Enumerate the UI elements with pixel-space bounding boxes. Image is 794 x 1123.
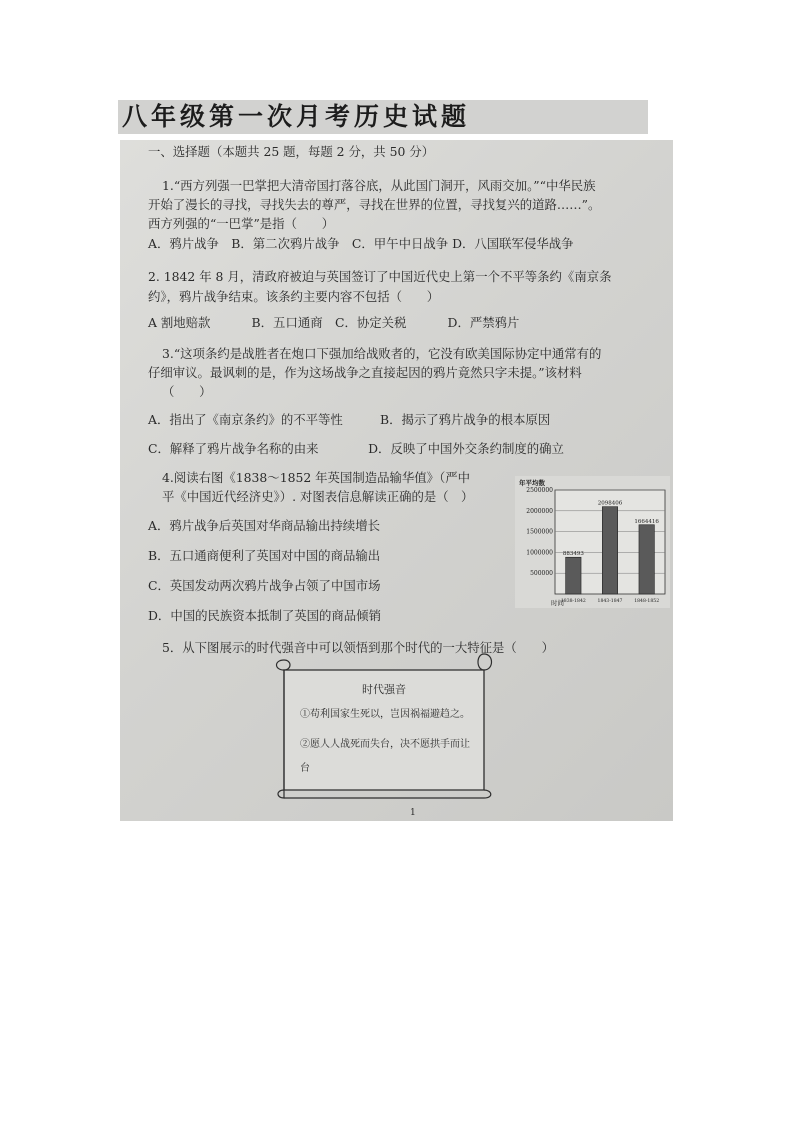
- chart-ytick-label: 1500000: [526, 528, 553, 536]
- q3-option-cd: C．解释了鸦片战争名称的由来 D．反映了中国外交条约制度的确立: [148, 441, 564, 456]
- chart-value-label: 2098406: [597, 500, 623, 507]
- chart-bar: [602, 507, 617, 594]
- chart-xlabel: 时间: [551, 599, 564, 607]
- exam-photo: [120, 140, 673, 821]
- q4-line-2: 平《中国近代经济史》）. 对图表信息解读正确的是（ ）: [162, 489, 474, 504]
- chart-category-label: 1838-1842: [560, 599, 586, 604]
- chart-svg: [515, 476, 670, 608]
- scroll-item-2-line-1: ②愿人人战死而失台，决不愿拱手而让: [300, 739, 470, 750]
- q2-options: A 割地赔款 B．五口通商 C．协定关税 D．严禁鸦片: [148, 315, 520, 330]
- q4-option-c: C．英国发动两次鸦片战争占领了中国市场: [148, 578, 381, 593]
- q5-line-1: 5．从下图展示的时代强音中可以领悟到那个时代的一大特征是（ ）: [162, 640, 554, 655]
- q1-line-3: 西方列强的“一巴掌”是指（ ）: [148, 216, 335, 231]
- chart-ytick-label: 2000000: [526, 507, 553, 515]
- chart-ylabel: 年平均数: [519, 479, 545, 487]
- q4-option-d: D．中国的民族资本抵制了英国的商品倾销: [148, 608, 381, 623]
- q1-line-2: 开始了漫长的寻找，寻找失去的尊严，寻找在世界的位置，寻找复兴的道路……”。: [148, 197, 601, 212]
- chart-bar: [566, 557, 581, 594]
- chart-category-label: 1848-1852: [634, 599, 660, 604]
- exam-title: 八年级第一次月考历史试题: [118, 100, 648, 134]
- q3-line-2: 仔细审议。最讽刺的是，作为这场战争之直接起因的鸦片竟然只字未提。”该材料: [148, 365, 582, 380]
- chart-bar: [639, 525, 654, 594]
- scroll-item-2-line-2: 台: [300, 763, 310, 774]
- chart-ytick-label: 500000: [530, 570, 553, 578]
- chart-category-label: 1843-1847: [597, 599, 623, 604]
- q3-option-ab: A．指出了《南京条约》的不平等性 B．揭示了鸦片战争的根本原因: [148, 412, 551, 427]
- scroll-illustration: [270, 652, 500, 802]
- scroll-title: 时代强音: [362, 683, 406, 696]
- scroll-frame: [270, 652, 500, 802]
- scroll-item-1: ①苟利国家生死以，岂因祸福避趋之。: [300, 709, 470, 720]
- q1-line-1: 1.“西方列强一巴掌把大清帝国打落谷底，从此国门洞开，风雨交加。”“中华民族: [162, 178, 596, 193]
- page-number: 1: [410, 808, 416, 818]
- q3-line-1: 3.“这项条约是战胜者在炮口下强加给战败者的，它没有欧美国际协定中通常有的: [162, 346, 602, 361]
- chart-value-label: 883493: [562, 551, 584, 558]
- q2-line-1: 2. 1842 年 8 月，清政府被迫与英国签订了中国近代史上第一个不平等条约《南京条: [148, 269, 612, 284]
- chart-ytick-label: 2500000: [526, 487, 553, 494]
- chart-ytick-label: 1000000: [526, 549, 553, 557]
- bar-chart: [515, 476, 670, 608]
- q3-line-3: （ ）: [162, 384, 212, 399]
- q4-option-b: B．五口通商便利了英国对中国的商品输出: [148, 548, 381, 563]
- q2-line-2: 约》，鸦片战争结束。该条约主要内容不包括（ ）: [148, 289, 440, 304]
- chart-value-label: 1664416: [634, 518, 659, 525]
- q4-option-a: A．鸦片战争后英国对华商品输出持续增长: [148, 518, 380, 533]
- q4-line-1: 4.阅读右图《1838～1852 年英国制造品输华值》（严中: [162, 470, 471, 485]
- q1-options: A．鸦片战争 B．第二次鸦片战争 C．甲午中日战争 D．八国联军侵华战争: [148, 236, 574, 251]
- section-heading: 一、选择题（本题共 25 题，每题 2 分，共 50 分）: [148, 144, 435, 159]
